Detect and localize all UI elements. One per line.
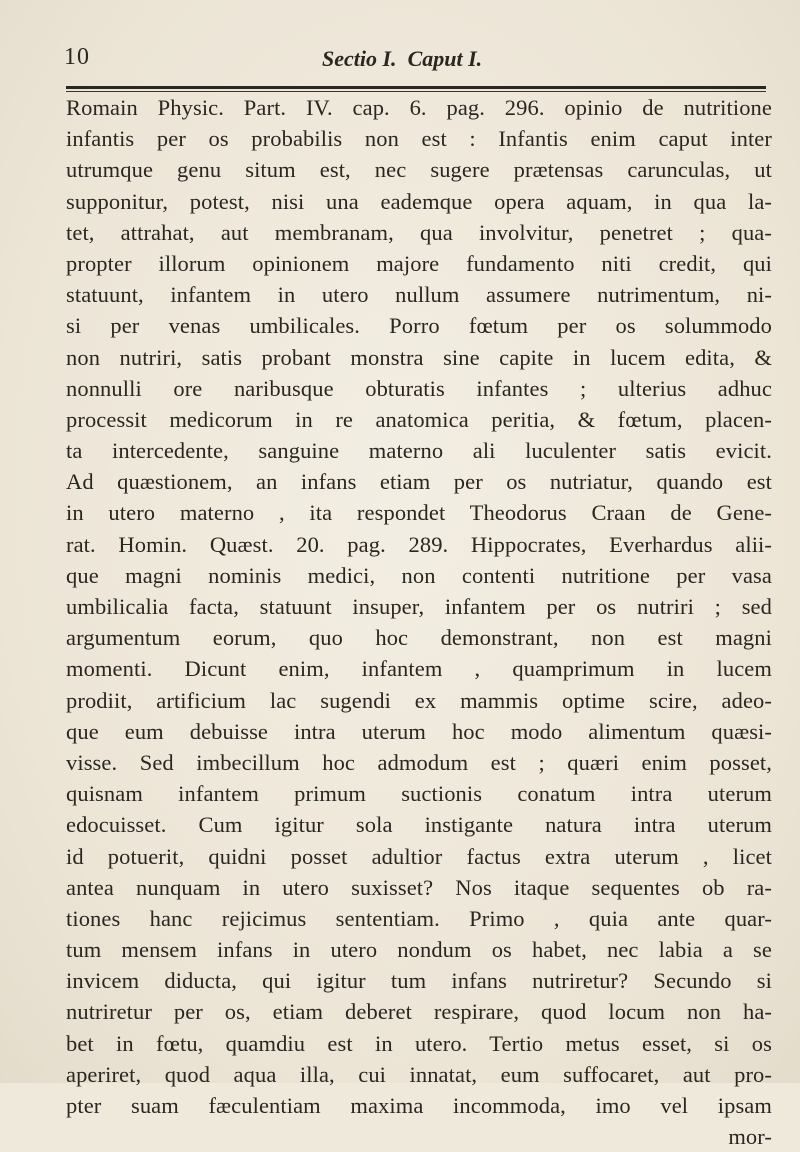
text-line: nonnulli ore naribusque obturatis infantes ; ulterius adhuc <box>66 375 772 401</box>
text-line: visse. Sed imbecillum hoc admodum est ; quæri enim posset, <box>66 749 772 775</box>
text-line: antea nunquam in utero suxisset? Nos itaque sequentes ob ra- <box>66 874 772 900</box>
text-line: non nutriri, satis probant monstra sine capite in lucem edita, & <box>66 344 772 370</box>
section-chapter-heading <box>322 46 482 72</box>
text-line: umbilicalia facta, statuunt insuper, infantem per os nutriri ; sed <box>66 594 772 619</box>
text-line: propter illorum opinionem majore fundamento niti credit, qui <box>66 250 772 276</box>
text-line: processit medicorum in re anatomica peritia, & fœtum, placen- <box>66 406 772 432</box>
text-line: id potuerit, quidni posset adultior factus extra uterum , licet <box>66 843 772 869</box>
text-line: nutriretur per os, etiam deberet respirare, quod locum non ha- <box>66 999 772 1025</box>
text-line: si per venas umbilicales. Porro fœtum per os solummodo <box>66 313 772 339</box>
text-line: in utero materno , ita respondet Theodorus Craan de Gene- <box>66 500 772 526</box>
body-text <box>66 92 772 1152</box>
section-label: Sectio I. <box>322 46 397 71</box>
text-line: prodiit, artificium lac sugendi ex mammis optime scire, adeo- <box>66 687 772 713</box>
chapter-label: Caput I. <box>407 46 483 71</box>
text-line: quisnam infantem primum suctionis conatum intra uterum <box>66 781 772 807</box>
text-line: que magni nominis medici, non contenti nutritione per vasa <box>66 562 772 588</box>
catchword: mor- <box>728 1124 772 1150</box>
text-line: bet in fœtu, quamdiu est in utero. Tertio metus esset, si os <box>66 1030 772 1056</box>
text-line: rat. Homin. Quæst. 20. pag. 289. Hippocrates, Everhardus alii- <box>66 531 772 557</box>
text-line: Romain Physic. Part. IV. cap. 6. pag. 296. opinio de nutritione <box>66 95 772 120</box>
page-number: 10 <box>64 44 90 70</box>
text-line: tiones hanc rejicimus sententiam. Primo , quia ante quar- <box>66 905 772 931</box>
text-line: momenti. Dicunt enim, infantem , quamprimum in lucem <box>66 656 772 682</box>
text-line: argumentum eorum, quo hoc demonstrant, non est magni <box>66 625 772 651</box>
text-line: tet, attrahat, aut membranam, qua involvitur, penetret ; qua- <box>66 219 772 245</box>
text-line: edocuisset. Cum igitur sola instigante natura intra uterum <box>66 812 772 838</box>
text-line: pter suam fæculentiam maxima incommoda, imo vel ipsam <box>66 1093 772 1118</box>
text-line: que eum debuisse intra uterum hoc modo alimentum quæsi- <box>66 718 772 744</box>
text-line: supponitur, potest, nisi una eademque opera aquam, in qua la- <box>66 188 772 214</box>
text-line: Ad quæstionem, an infans etiam per os nutriatur, quando est <box>66 469 772 495</box>
header-rule <box>66 86 766 89</box>
text-line: tum mensem infans in utero nondum os habet, nec labia a se <box>66 937 772 963</box>
text-line: statuunt, infantem in utero nullum assumere nutrimentum, ni- <box>66 282 772 308</box>
running-head <box>64 40 768 74</box>
text-line: infantis per os probabilis non est : Infantis enim caput inter <box>66 126 772 152</box>
text-line: aperiret, quod aqua illa, cui innatat, eum suffocaret, aut pro- <box>66 1061 772 1087</box>
text-line: invicem diducta, qui igitur tum infans nutriretur? Secundo si <box>66 968 772 994</box>
text-line: ta intercedente, sanguine materno ali luculenter satis evicit. <box>66 438 772 464</box>
text-line: utrumque genu situm est, nec sugere prætensas carunculas, ut <box>66 157 772 183</box>
